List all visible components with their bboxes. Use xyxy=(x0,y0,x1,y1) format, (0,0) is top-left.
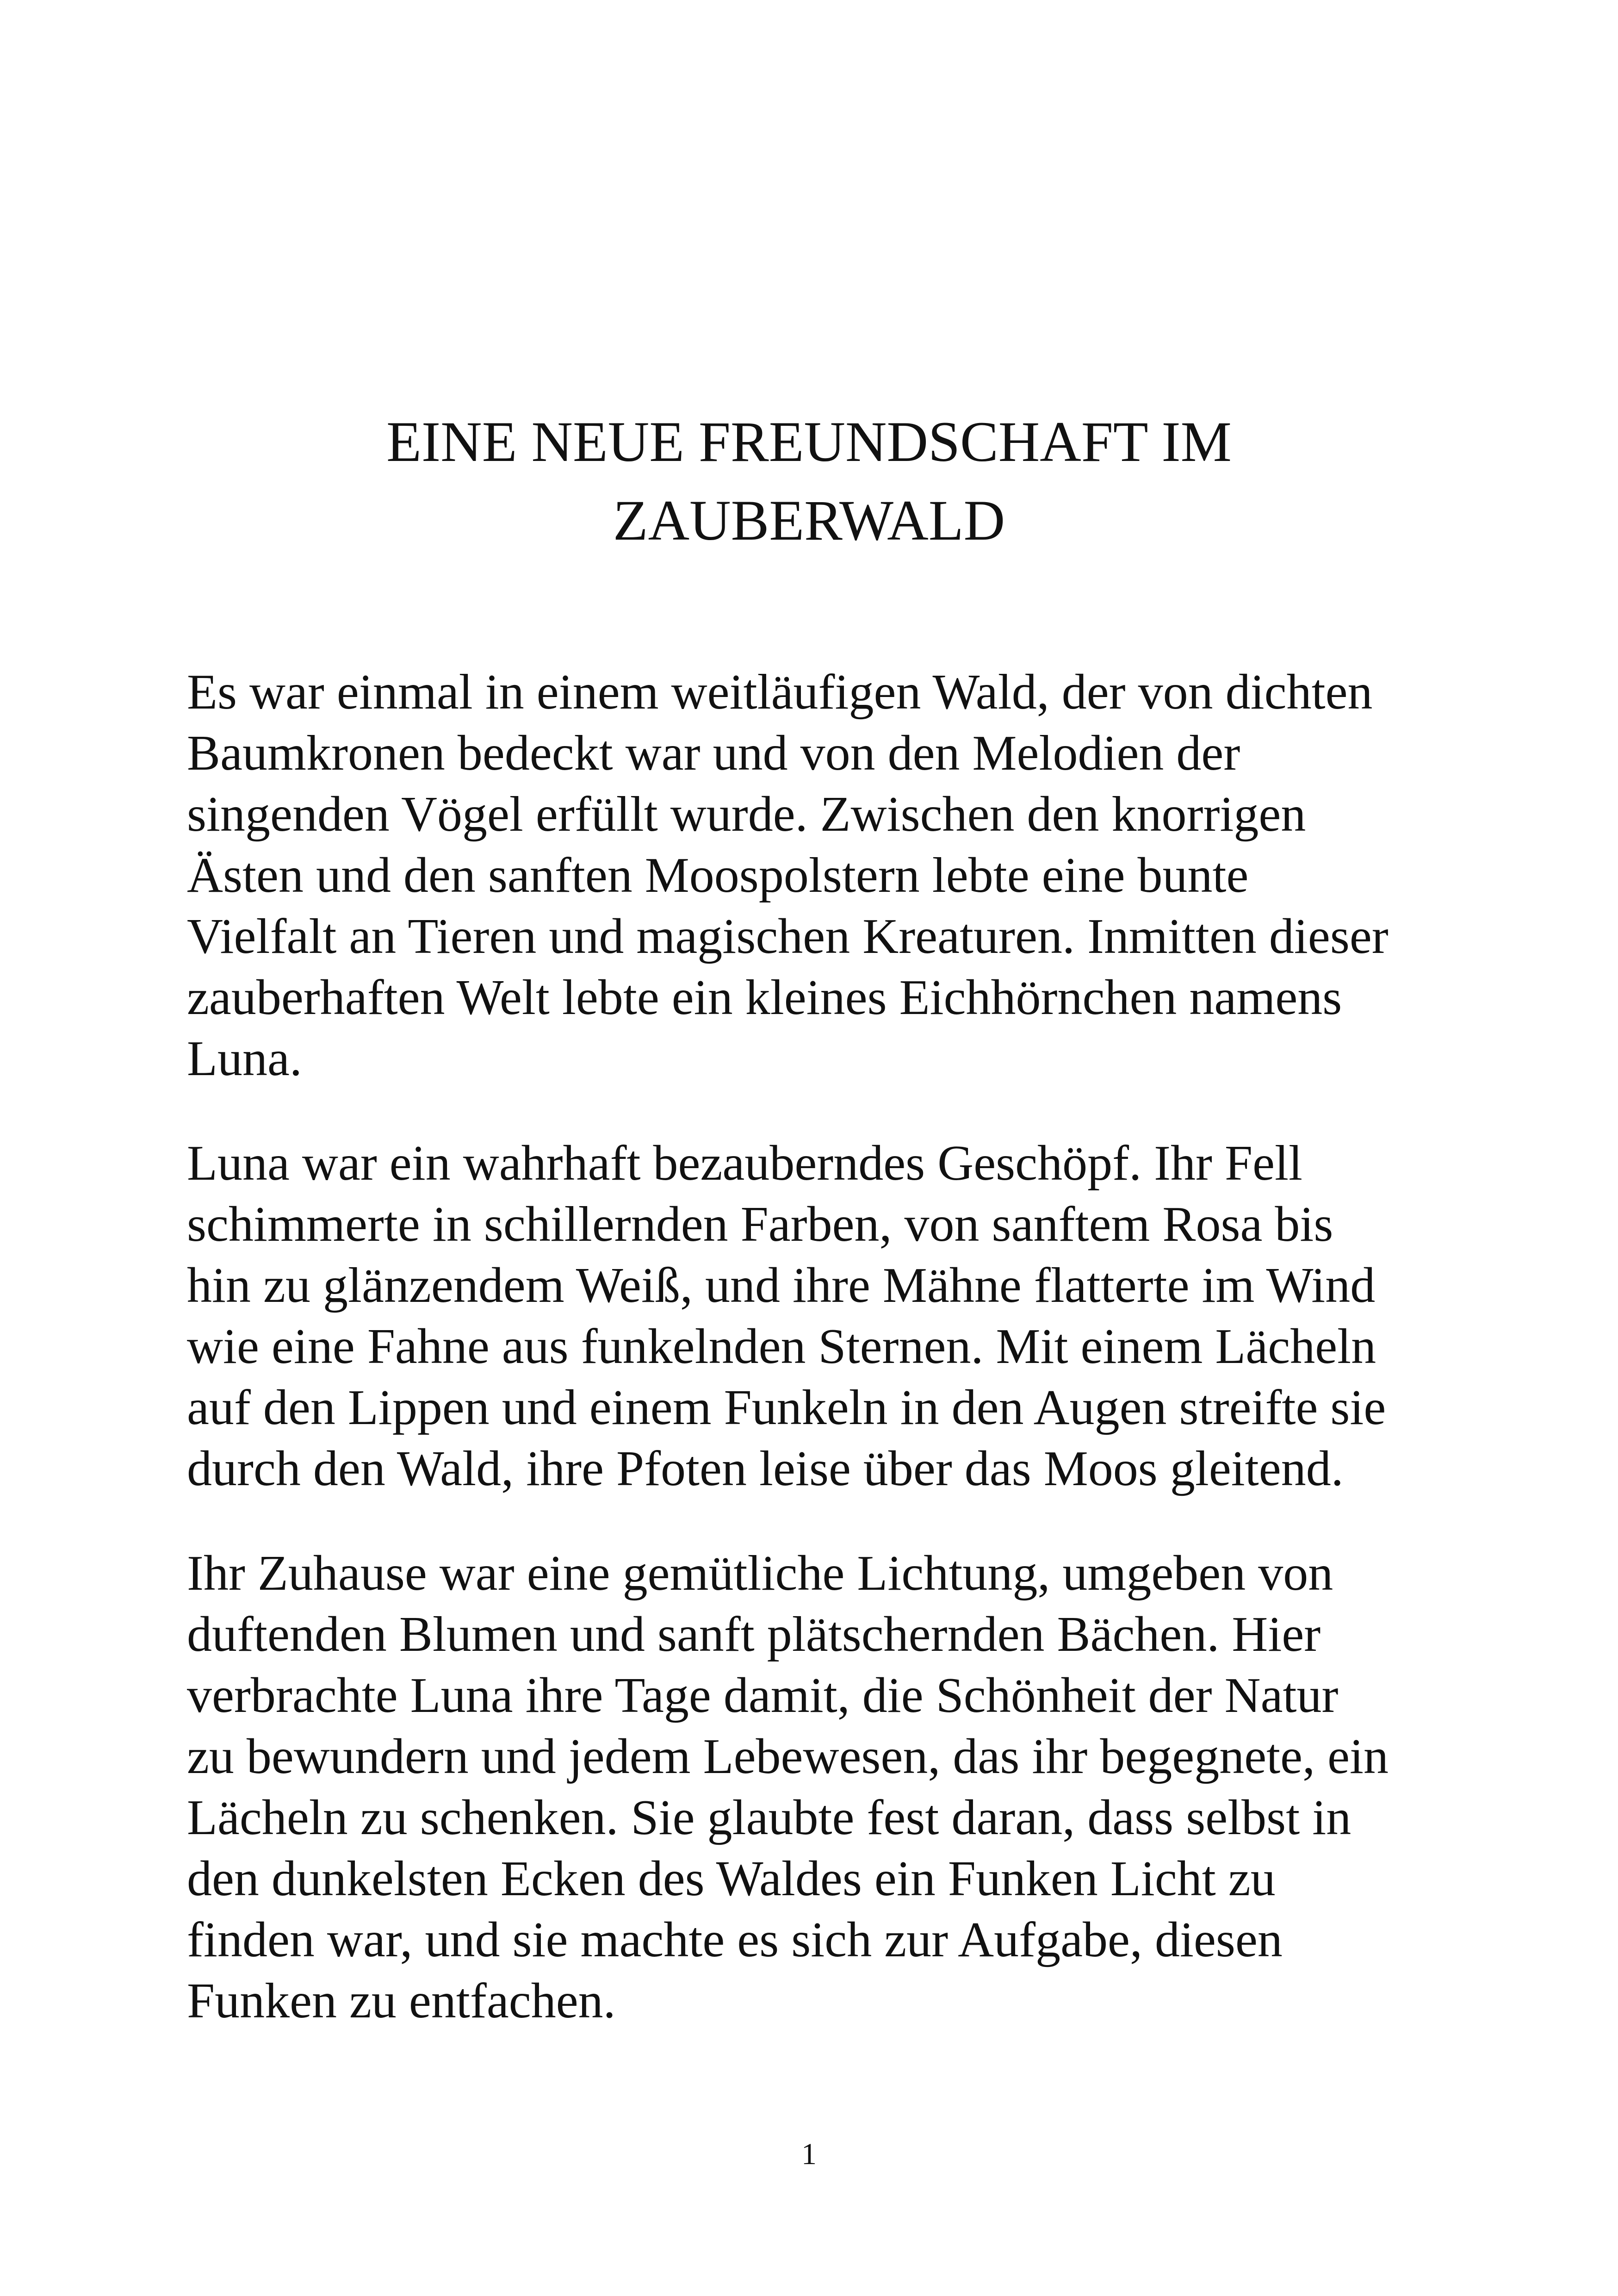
paragraph-3 xyxy=(187,1543,1455,2032)
paragraph-1 xyxy=(187,662,1455,1089)
text-line: schimmerte in schillernden Farben, von sanftem Rosa bis xyxy=(187,1197,1333,1252)
paragraph-2 xyxy=(187,1133,1455,1500)
text-line: Luna war ein wahrhaft bezauberndes Geschöpf. Ihr Fell xyxy=(187,1136,1303,1191)
text-line: wie eine Fahne aus funkelnden Sternen. Mit einem Lächeln xyxy=(187,1319,1376,1374)
text-line: Baumkronen bedeckt war und von den Melodien der xyxy=(187,726,1240,781)
text-line: den dunkelsten Ecken des Waldes ein Funken Licht zu xyxy=(187,1851,1276,1906)
page-title xyxy=(0,403,1618,560)
text-line: Ästen und den sanften Moospolstern lebte eine bunte xyxy=(187,848,1249,903)
text-line: Funken zu entfachen. xyxy=(187,1973,616,2028)
text-line: hin zu glänzendem Weiß, und ihre Mähne flatterte im Wind xyxy=(187,1258,1376,1313)
title-line: EINE NEUE FREUNDSCHAFT IM xyxy=(386,410,1232,473)
text-line: zauberhaften Welt lebte ein kleines Eichhörnchen namens xyxy=(187,970,1342,1025)
text-line: durch den Wald, ihre Pfoten leise über das Moos gleitend. xyxy=(187,1441,1344,1496)
page-number: 1 xyxy=(801,2137,817,2171)
text-line: zu bewundern und jedem Lebewesen, das ihr begegnete, ein xyxy=(187,1729,1389,1784)
text-line: verbrachte Luna ihre Tage damit, die Schönheit der Natur xyxy=(187,1668,1339,1723)
text-line: Vielfalt an Tieren und magischen Kreaturen. Inmitten dieser xyxy=(187,909,1389,964)
text-line: duftenden Blumen und sanft plätschernden Bächen. Hier xyxy=(187,1607,1321,1662)
text-line: singenden Vögel erfüllt wurde. Zwischen den knorrigen xyxy=(187,787,1306,842)
text-line: Luna. xyxy=(187,1031,302,1086)
body-text xyxy=(187,662,1455,2075)
text-line: finden war, und sie machte es sich zur Aufgabe, diesen xyxy=(187,1912,1283,1967)
text-line: Es war einmal in einem weitläufigen Wald, der von dichten xyxy=(187,665,1373,720)
text-line: auf den Lippen und einem Funkeln in den Augen streifte sie xyxy=(187,1380,1386,1435)
title-line: ZAUBERWALD xyxy=(613,489,1005,552)
text-line: Ihr Zuhause war eine gemütliche Lichtung, umgeben von xyxy=(187,1546,1333,1601)
text-line: Lächeln zu schenken. Sie glaubte fest daran, dass selbst in xyxy=(187,1790,1351,1845)
